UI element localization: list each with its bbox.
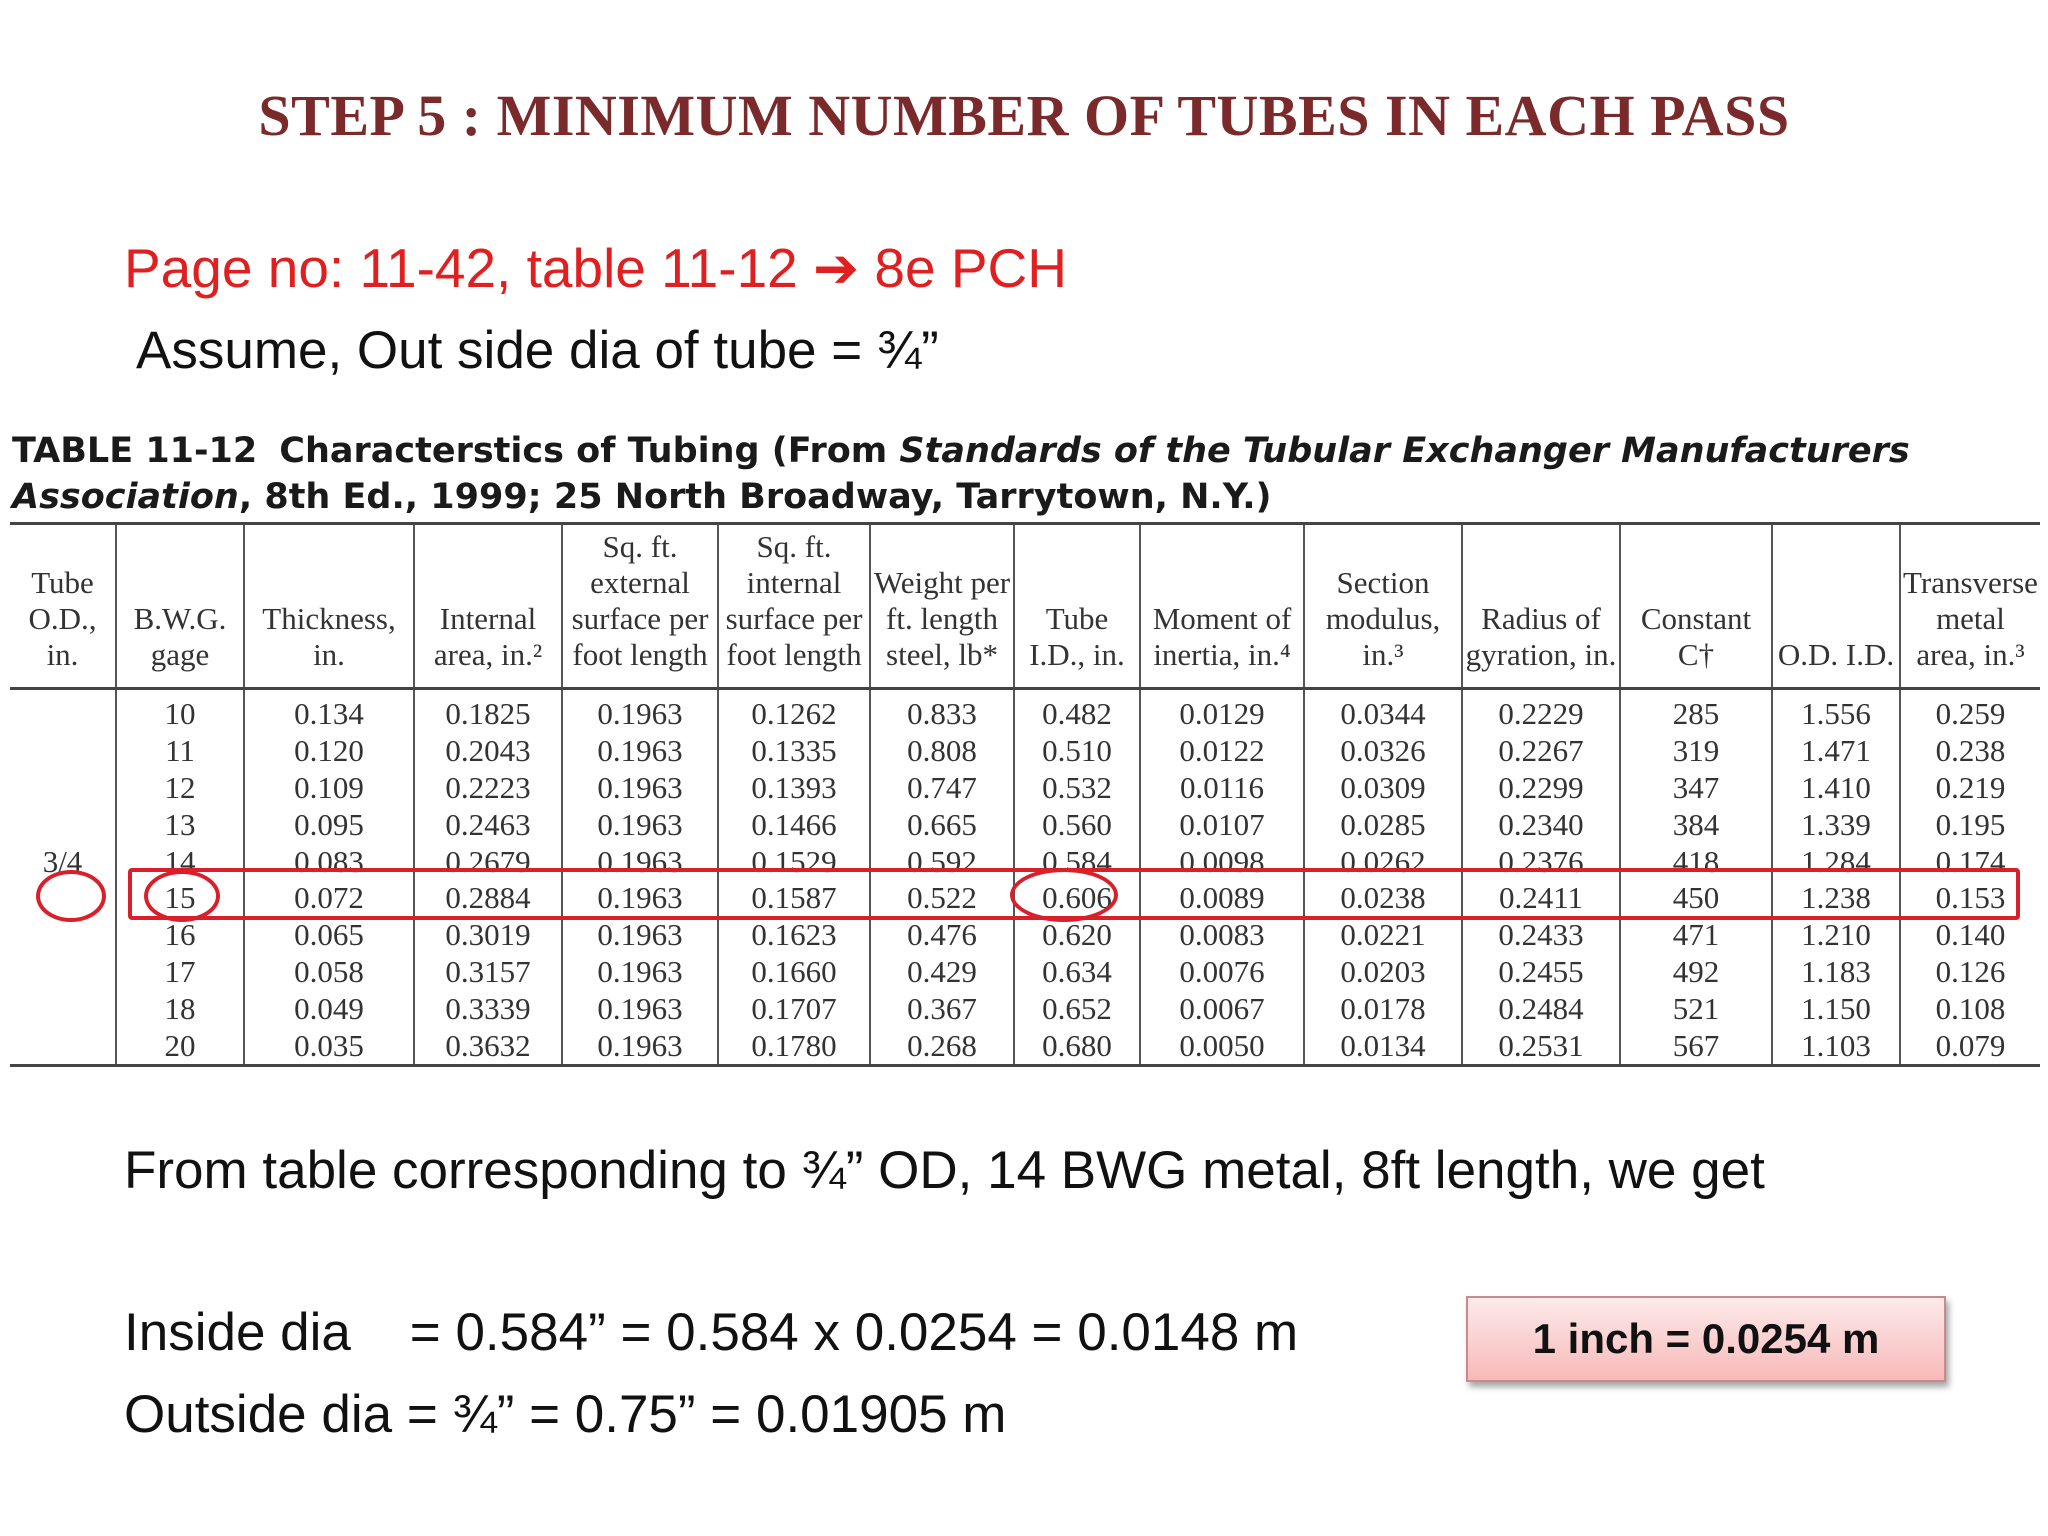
- column-header: Tube I.D., in.: [1014, 524, 1140, 689]
- table-cell: 0.560: [1014, 806, 1140, 843]
- table-cell: 0.2376: [1462, 843, 1620, 880]
- table-cell: 0.049: [244, 990, 414, 1027]
- inside-dia-text: Inside dia = 0.584” = 0.584 x 0.0254 = 0.0148 m: [124, 1303, 1299, 1362]
- table-cell: 0.2455: [1462, 954, 1620, 991]
- table-cell: 492: [1620, 954, 1772, 991]
- table-cell: 0.2340: [1462, 806, 1620, 843]
- table-cell: 0.083: [244, 843, 414, 880]
- table-cell: 0.0344: [1304, 689, 1462, 733]
- column-header: Section modulus, in.³: [1304, 524, 1462, 689]
- table-cell: 0.1825: [414, 689, 562, 733]
- table-number: TABLE 11-12: [12, 431, 258, 471]
- table-cell: 1.284: [1772, 843, 1900, 880]
- table-cell: 12: [116, 770, 244, 807]
- table-row: [10, 1027, 2040, 1065]
- table-cell: 1.150: [1772, 990, 1900, 1027]
- table-cell: 1.556: [1772, 689, 1900, 733]
- column-header: B.W.G. gage: [116, 524, 244, 689]
- table-cell: [10, 806, 116, 843]
- table-cell: 0.532: [1014, 770, 1140, 807]
- table-cell: 0.3339: [414, 990, 562, 1027]
- table-cell: 0.1963: [562, 954, 718, 991]
- table-cell: 521: [1620, 990, 1772, 1027]
- table-cell: 0.0203: [1304, 954, 1462, 991]
- table-cell: 0.259: [1900, 689, 2040, 733]
- table-row: [10, 990, 2040, 1027]
- caption-source: Standards of the Tubular Exchanger Manufacturers Association: [12, 431, 1910, 517]
- table-cell: 0.680: [1014, 1027, 1140, 1065]
- table-cell: 1.238: [1772, 880, 1900, 917]
- table-cell: 0.065: [244, 917, 414, 954]
- table-cell: 1.183: [1772, 954, 1900, 991]
- caption-end: , 8th Ed., 1999; 25 North Broadway, Tarrytown, N.Y.): [238, 477, 1272, 517]
- table-cell: 13: [116, 806, 244, 843]
- column-header: O.D. I.D.: [1772, 524, 1900, 689]
- table-cell: 0.1623: [718, 917, 870, 954]
- table-cell: 0.592: [870, 843, 1014, 880]
- table-cell: 0.429: [870, 954, 1014, 991]
- table-cell: 0.1660: [718, 954, 870, 991]
- table-cell: 0.476: [870, 917, 1014, 954]
- table-cell: 1.339: [1772, 806, 1900, 843]
- table-cell: [10, 990, 116, 1027]
- table-cell: 14: [116, 843, 244, 880]
- table-cell: [10, 689, 116, 733]
- table-cell: 0.0238: [1304, 880, 1462, 917]
- table-cell: 0.2299: [1462, 770, 1620, 807]
- column-header: Radius of gyration, in.: [1462, 524, 1620, 689]
- table-cell: 0.3632: [414, 1027, 562, 1065]
- table-cell: 0.0098: [1140, 843, 1304, 880]
- table-cell: 0.126: [1900, 954, 2040, 991]
- table-cell: 0.2484: [1462, 990, 1620, 1027]
- assumption-text: Assume, Out side dia of tube = ¾”: [136, 321, 939, 380]
- table-cell: 418: [1620, 843, 1772, 880]
- table-cell: 0.0107: [1140, 806, 1304, 843]
- table-cell: 0.510: [1014, 733, 1140, 770]
- table-cell: 0.3157: [414, 954, 562, 991]
- table-header-row: [10, 524, 2040, 689]
- table-cell: 0.108: [1900, 990, 2040, 1027]
- conversion-box: 1 inch = 0.0254 m: [1466, 1296, 1946, 1382]
- caption-start: Characterstics of Tubing (From: [279, 431, 900, 471]
- table-cell: 0.665: [870, 806, 1014, 843]
- table-row: [10, 733, 2040, 770]
- table-cell: 0.482: [1014, 689, 1140, 733]
- table-cell: 18: [116, 990, 244, 1027]
- table-cell: 0.120: [244, 733, 414, 770]
- table-cell: 0.0076: [1140, 954, 1304, 991]
- table-cell: 0.2884: [414, 880, 562, 917]
- table-cell: 20: [116, 1027, 244, 1065]
- table-caption: [12, 428, 2032, 520]
- table-cell: 0.1963: [562, 806, 718, 843]
- table-cell: 0.1335: [718, 733, 870, 770]
- table-cell: 0.1393: [718, 770, 870, 807]
- table-cell: [10, 770, 116, 807]
- table-cell: 0.219: [1900, 770, 2040, 807]
- table-cell: 0.0089: [1140, 880, 1304, 917]
- column-header: Constant C†: [1620, 524, 1772, 689]
- table-cell: 0.238: [1900, 733, 2040, 770]
- table-cell: 0.0122: [1140, 733, 1304, 770]
- table-cell: 10: [116, 689, 244, 733]
- table-cell: 0.367: [870, 990, 1014, 1027]
- table-cell: 0.808: [870, 733, 1014, 770]
- od-circle: [36, 870, 106, 922]
- table-cell: 0.0309: [1304, 770, 1462, 807]
- table-cell: 16: [116, 917, 244, 954]
- column-header: Sq. ft. external surface per foot length: [562, 524, 718, 689]
- table-cell: 0.1466: [718, 806, 870, 843]
- tubing-table: [10, 522, 2040, 1067]
- table-cell: 1.410: [1772, 770, 1900, 807]
- table-cell: 0.035: [244, 1027, 414, 1065]
- table-cell: 0.1963: [562, 733, 718, 770]
- table-cell: 0.1780: [718, 1027, 870, 1065]
- table-cell: 0.1707: [718, 990, 870, 1027]
- table-cell: 0.2223: [414, 770, 562, 807]
- from-table-text: From table corresponding to ¾” OD, 14 BWG metal, 8ft length, we get: [124, 1141, 1765, 1200]
- table-cell: 1.103: [1772, 1027, 1900, 1065]
- page-reference: Page no: 11-42, table 11-12 ➔ 8e PCH: [124, 237, 1067, 299]
- table-cell: 0.1963: [562, 880, 718, 917]
- table-cell: 11: [116, 733, 244, 770]
- table-cell: 0.833: [870, 689, 1014, 733]
- table-cell: 0.1963: [562, 770, 718, 807]
- table-cell: 0.1963: [562, 843, 718, 880]
- table-cell: 0.606: [1014, 880, 1140, 917]
- table-cell: 0.0134: [1304, 1027, 1462, 1065]
- table-cell: 450: [1620, 880, 1772, 917]
- column-header: Moment of inertia, in.⁴: [1140, 524, 1304, 689]
- table-row: [10, 954, 2040, 991]
- table-cell: 3/4: [42, 843, 83, 879]
- table-cell: 0.195: [1900, 806, 2040, 843]
- table-cell: 0.268: [870, 1027, 1014, 1065]
- table-cell: 0.634: [1014, 954, 1140, 991]
- table-cell: 0.072: [244, 880, 414, 917]
- table-cell: 0.1262: [718, 689, 870, 733]
- table-cell: 0.2531: [1462, 1027, 1620, 1065]
- table-row: [10, 689, 2040, 733]
- table-cell: 0.2267: [1462, 733, 1620, 770]
- table-cell: 1.210: [1772, 917, 1900, 954]
- table-cell: 0.058: [244, 954, 414, 991]
- table-cell: 0.1529: [718, 843, 870, 880]
- table-cell: 0.1963: [562, 1027, 718, 1065]
- column-header: Weight per ft. length steel, lb*: [870, 524, 1014, 689]
- table-cell: 0.0050: [1140, 1027, 1304, 1065]
- column-header: Thickness, in.: [244, 524, 414, 689]
- table-cell: 347: [1620, 770, 1772, 807]
- table-cell: 384: [1620, 806, 1772, 843]
- table-cell: 0.2433: [1462, 917, 1620, 954]
- table-cell: [10, 1027, 116, 1065]
- table-cell: 0.134: [244, 689, 414, 733]
- slide-title: STEP 5 : MINIMUM NUMBER OF TUBES IN EACH PASS: [258, 83, 1790, 148]
- table-cell: 0.2463: [414, 806, 562, 843]
- table-cell: 0.0178: [1304, 990, 1462, 1027]
- column-header: Transverse metal area, in.³: [1900, 524, 2040, 689]
- table-cell: 17: [116, 954, 244, 991]
- table-cell: 0.2411: [1462, 880, 1620, 917]
- table-row: [10, 770, 2040, 807]
- table-cell: 285: [1620, 689, 1772, 733]
- table-cell: 0.0129: [1140, 689, 1304, 733]
- table-cell: 0.109: [244, 770, 414, 807]
- table-cell: 0.0083: [1140, 917, 1304, 954]
- table-cell: 0.584: [1014, 843, 1140, 880]
- table-cell: 0.0116: [1140, 770, 1304, 807]
- table-cell: 0.0285: [1304, 806, 1462, 843]
- table-cell: 0.153: [1900, 880, 2040, 917]
- table-cell: 471: [1620, 917, 1772, 954]
- table-cell: 0.620: [1014, 917, 1140, 954]
- table-cell: 0.1963: [562, 917, 718, 954]
- table-cell: 15: [116, 880, 244, 917]
- table-cell: 0.0262: [1304, 843, 1462, 880]
- table-cell: 0.747: [870, 770, 1014, 807]
- table-cell: [10, 954, 116, 991]
- column-header: Tube O.D., in.: [10, 524, 116, 689]
- column-header: Internal area, in.²: [414, 524, 562, 689]
- table-cell: 0.140: [1900, 917, 2040, 954]
- table-cell: 0.174: [1900, 843, 2040, 880]
- outside-dia-text: Outside dia = ¾” = 0.75” = 0.01905 m: [124, 1385, 1007, 1444]
- table-cell: 0.652: [1014, 990, 1140, 1027]
- table-cell: 0.3019: [414, 917, 562, 954]
- id-circle: [1010, 868, 1118, 922]
- column-header: Sq. ft. internal surface per foot length: [718, 524, 870, 689]
- bwg-circle: [144, 870, 220, 922]
- table-cell: 0.0221: [1304, 917, 1462, 954]
- table-cell: 567: [1620, 1027, 1772, 1065]
- table-cell: 0.2679: [414, 843, 562, 880]
- table-cell: 0.1963: [562, 689, 718, 733]
- table-cell: 0.0067: [1140, 990, 1304, 1027]
- table-row: [10, 917, 2040, 954]
- table-cell: [10, 917, 116, 954]
- table-cell: 1.471: [1772, 733, 1900, 770]
- table-cell: 0.2043: [414, 733, 562, 770]
- table-cell: 0.095: [244, 806, 414, 843]
- table-cell: [10, 733, 116, 770]
- table-cell: 319: [1620, 733, 1772, 770]
- table-cell: 0.0326: [1304, 733, 1462, 770]
- table-cell: 0.1587: [718, 880, 870, 917]
- table-cell: 0.522: [870, 880, 1014, 917]
- table-cell: 0.2229: [1462, 689, 1620, 733]
- table-row: [10, 806, 2040, 843]
- table-cell: 0.1963: [562, 990, 718, 1027]
- table-cell: 0.079: [1900, 1027, 2040, 1065]
